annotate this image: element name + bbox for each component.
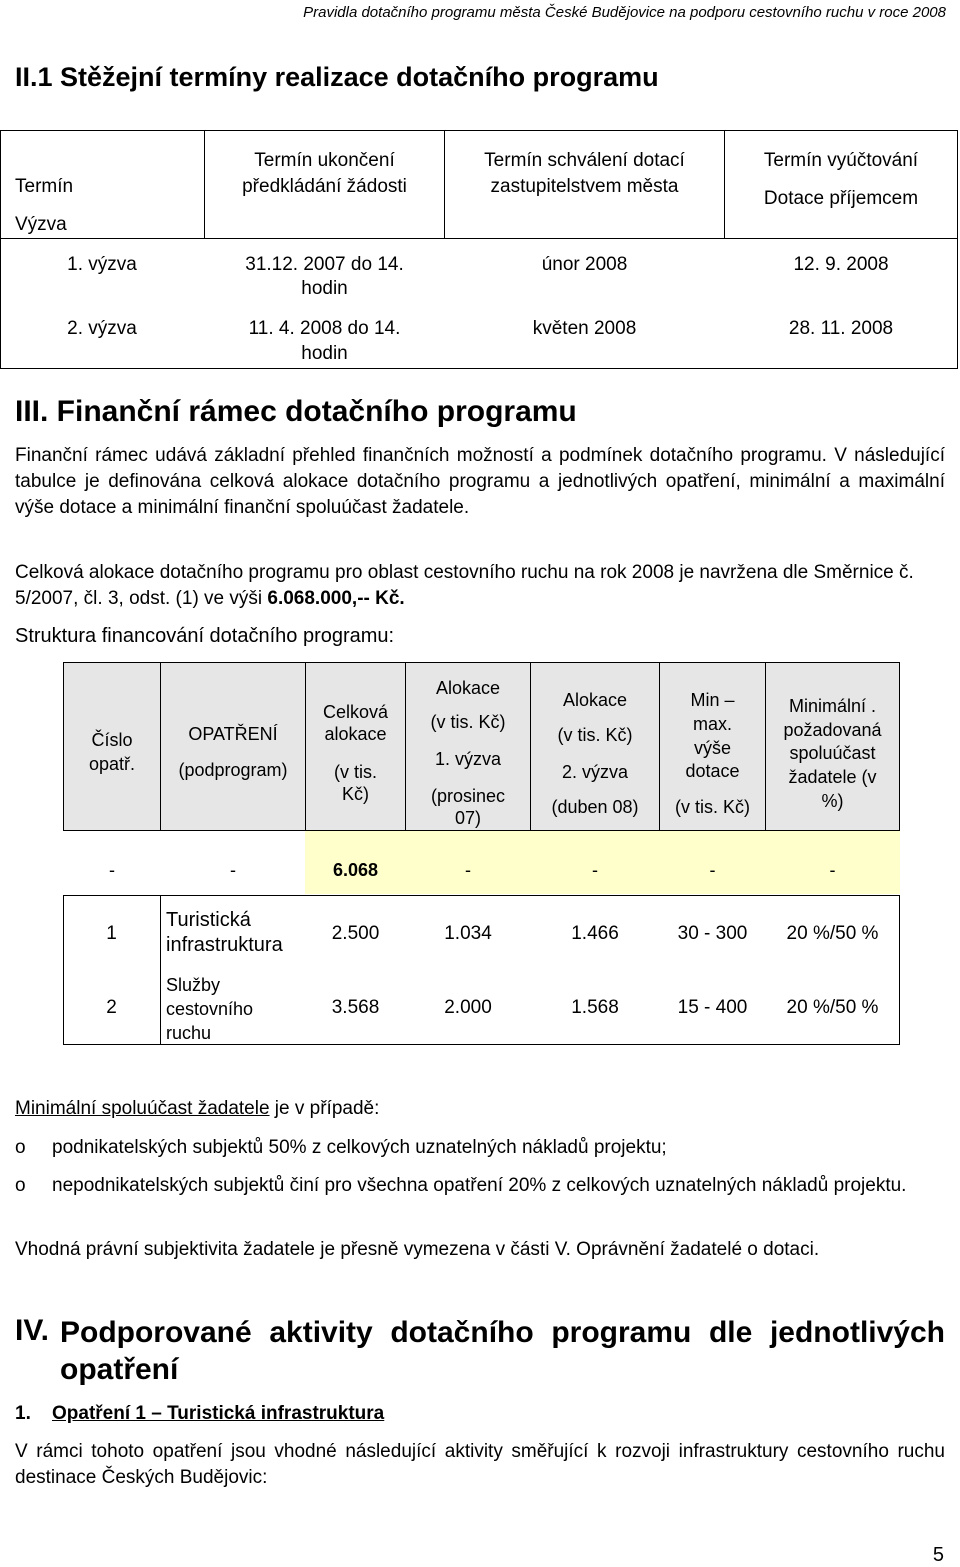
total-amount: 6.068.000,-- Kč. (267, 588, 405, 609)
fin-row2-celkova: 3.568 (331, 997, 380, 1018)
hdr-celkova-3: (v tis. (334, 762, 377, 782)
hdr-min-1: Min – (690, 690, 735, 710)
header-vyuctovani-line1: Termín vyúčtování (763, 150, 919, 171)
section-iv-title: Podporované aktivity dotačního programu dle jednotlivých opatření (60, 1316, 945, 1386)
hdr-minim-1: Minimální . (788, 696, 877, 716)
spoluucast-lead (15, 1096, 379, 1122)
page-number: 5 (932, 1544, 944, 1566)
row1-vyzva: 1. výzva (67, 254, 137, 275)
hdr-opatreni-2: (podprogram) (178, 760, 288, 780)
total-c2: - (230, 860, 236, 880)
fin-row2-name (166, 973, 253, 1045)
hdr-alok1-4: (prosinec (430, 786, 506, 806)
hdr-celkova-1: Celková (322, 702, 389, 722)
bullet-2: nepodnikatelských subjektů činí pro všechna opatření 20% z celkových uznatelných nákladů projektu. (52, 1175, 907, 1196)
header-schvaleni-line1: Termín schválení dotací (484, 150, 685, 171)
fin-row1-cislo: 1 (106, 923, 117, 944)
fin-row2-v2: 1.568 (571, 997, 619, 1018)
section-iii-para1: Finanční rámec udává základní přehled finančních možností a podmínek dotačního programu. V následující tabulce je definována celková alokace dotačního programu a jednotlivých opatření, minimální a maximální výše dotace a minimální finanční spoluúčast žadatele. (15, 445, 945, 518)
row1-ukonceni-line1: 31.12. 2007 do 14. (245, 254, 404, 275)
hdr-alok2-3: 2. výzva (561, 762, 629, 782)
fin-row1-name-1: Turistická (166, 909, 251, 931)
fin-row2-name-1: Služby (166, 975, 221, 995)
hdr-min-3: výše (693, 738, 731, 758)
vhodna-subjektivita: Vhodná právní subjektivita žadatele je přesně vymezena v části V. Oprávnění žadatelé o dotaci. (15, 1239, 820, 1260)
header-schvaleni-line2: zastupitelstvem města (490, 176, 679, 197)
hdr-celkova-2: alokace (324, 724, 387, 744)
hdr-minim-3: spoluúčast (789, 743, 876, 763)
hdr-min-4: dotace (685, 761, 740, 781)
section-iii-para2 (15, 560, 945, 612)
hdr-alok2-2: (v tis. Kč) (557, 725, 633, 745)
total-c7: - (829, 860, 836, 880)
row1-ukonceni-line2: hodin (301, 278, 348, 299)
header-termin: Termín (15, 176, 74, 197)
subsection-title: Opatření 1 – Turistická infrastruktura (52, 1403, 385, 1424)
fin-row2-spoluucast: 20 %/50 % (786, 997, 879, 1018)
bullet-marker-2: o (15, 1175, 26, 1196)
bullet-marker-1: o (15, 1137, 26, 1158)
para2-text: Celková alokace dotačního programu pro oblast cestovního ruchu na rok 2008 je navržena dle Směrnice č. 5/2007, čl. 3, odst. (1) ve výši (15, 562, 914, 609)
row2-vyzva: 2. výzva (67, 318, 137, 339)
row1-vyuctovani: 12. 9. 2008 (793, 254, 889, 275)
spoluucast-lead-rest: je v případě: (269, 1098, 380, 1119)
fin-row2-cislo: 2 (106, 997, 117, 1018)
fin-row1-v1: 1.034 (444, 923, 492, 944)
hdr-alok1-1: Alokace (435, 678, 501, 698)
row2-vyuctovani: 28. 11. 2008 (788, 318, 894, 339)
hdr-minim-4: žadatele (v (788, 767, 877, 787)
hdr-minim-5: %) (821, 791, 844, 811)
header-ukonceni-line1: Termín ukončení (254, 150, 395, 171)
hdr-min-2: max. (692, 714, 732, 734)
section-iv-para: V rámci tohoto opatření jsou vhodné následující aktivity směřující k rozvoji infrastruktury cestovního ruchu destinace Českých Budějovic: (15, 1441, 945, 1488)
row2-ukonceni-line1: 11. 4. 2008 do 14. (248, 318, 401, 339)
bullet-1: podnikatelských subjektů 50% z celkových uznatelných nákladů projektu; (52, 1137, 667, 1158)
total-c4: - (465, 860, 471, 880)
fin-row1-celkova: 2.500 (331, 923, 380, 944)
subsection-num: 1. (15, 1403, 31, 1424)
header-vyuctovani-line2: Dotace příjemcem (763, 188, 919, 209)
hdr-alok1-3: 1. výzva (434, 749, 502, 769)
header-ukonceni-line2: předkládání žádosti (242, 176, 407, 197)
row1-schvaleni: únor 2008 (541, 254, 628, 275)
header-vyzva: Výzva (15, 214, 67, 235)
row2-schvaleni: květen 2008 (532, 318, 637, 339)
struktura-heading: Struktura financování dotačního programu: (15, 625, 395, 647)
fin-row1-name (166, 908, 283, 958)
total-c6: - (709, 860, 716, 880)
running-header: Pravidla dotačního programu města České Budějovice na podporu cestovního ruchu v roce 2008 (303, 4, 946, 21)
fin-row2-minmax: 15 - 400 (677, 997, 748, 1018)
section-iii-title: III. Finanční rámec dotačního programu (15, 395, 577, 428)
section-iv-num: IV. (15, 1314, 49, 1347)
hdr-alok2-4: (duben 08) (551, 797, 639, 817)
section-ii1-title: II.1 Stěžejní termíny realizace dotačního programu (15, 62, 659, 92)
fin-row1-name-2: infrastruktura (166, 934, 283, 956)
fin-row2-v1: 2.000 (444, 997, 492, 1018)
row2-ukonceni-line2: hodin (301, 343, 348, 364)
fin-row2-name-2: cestovního (166, 999, 254, 1019)
fin-row2-name-3: ruchu (166, 1023, 212, 1043)
total-c1: - (109, 860, 115, 880)
hdr-opatreni-1: OPATŘENÍ (188, 724, 278, 744)
hdr-alok1-5: 07) (454, 808, 481, 828)
fin-row1-spoluucast: 20 %/50 % (786, 923, 879, 944)
hdr-alok2-1: Alokace (562, 690, 628, 710)
hdr-celkova-4: Kč) (342, 784, 369, 804)
hdr-cislo-1: Číslo (91, 730, 133, 750)
fin-row1-minmax: 30 - 300 (677, 923, 748, 944)
total-c3: 6.068 (332, 860, 379, 880)
hdr-min-5: (v tis. Kč) (675, 797, 750, 817)
hdr-cislo-2: opatř. (88, 754, 136, 774)
spoluucast-lead-underlined: Minimální spoluúčast žadatele (15, 1098, 270, 1119)
total-c5: - (592, 860, 598, 880)
hdr-alok1-2: (v tis. Kč) (430, 712, 506, 732)
fin-row1-v2: 1.466 (571, 923, 619, 944)
hdr-minim-2: požadovaná (783, 720, 882, 740)
